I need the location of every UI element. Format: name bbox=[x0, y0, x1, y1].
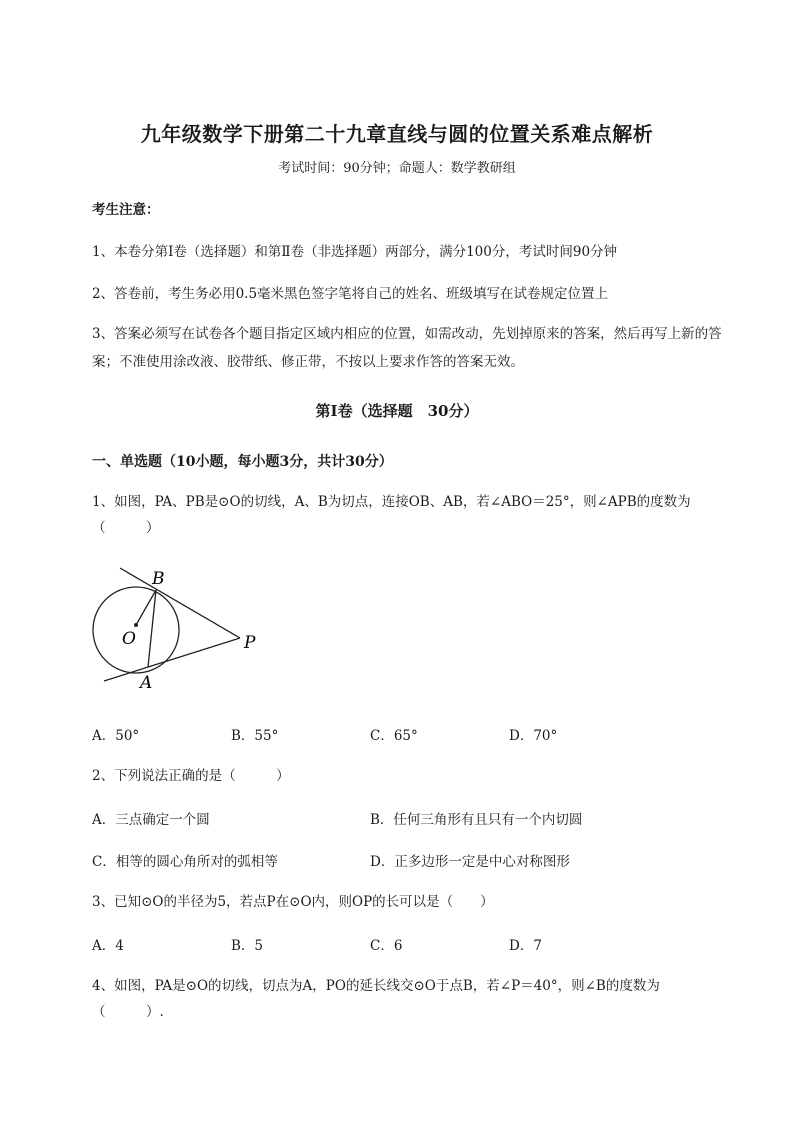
question-stem: 2、下列说法正确的是（ ） bbox=[92, 768, 290, 784]
option-a[interactable]: A．50° bbox=[92, 728, 140, 744]
page-subtitle: 考试时间：90分钟；命题人：数学教研组 bbox=[278, 161, 516, 176]
question-stem-cont: （ ） bbox=[92, 520, 160, 536]
notice-item: 1、本卷分第I卷（选择题）和第Ⅱ卷（非选择题）两部分，满分100分，考试时间90分钟 bbox=[92, 244, 618, 260]
notice-item: 2、答卷前，考生务必用0.5毫米黑色签字笔将自己的姓名、班级填写在试卷规定位置上 bbox=[92, 286, 609, 302]
option-c[interactable]: C．相等的圆心角所对的弧相等 bbox=[92, 854, 278, 870]
question-stem-cont: （ ）. bbox=[92, 1004, 164, 1020]
option-d[interactable]: D．7 bbox=[509, 938, 542, 954]
option-a[interactable]: A．4 bbox=[92, 938, 124, 954]
question-stem: 3、已知⊙O的半径为5，若点P在⊙O内，则OP的长可以是（ ） bbox=[92, 894, 494, 910]
page-title: 九年级数学下册第二十九章直线与圆的位置关系难点解析 bbox=[140, 122, 654, 146]
label-a: A bbox=[140, 673, 153, 693]
section-title: 第I卷（选择题 30分） bbox=[315, 402, 479, 420]
option-b[interactable]: B．55° bbox=[231, 728, 279, 744]
part-heading: 一、单选题（10小题，每小题3分，共计30分） bbox=[92, 454, 393, 470]
option-a[interactable]: A．三点确定一个圆 bbox=[92, 812, 210, 828]
label-b: B bbox=[152, 569, 165, 589]
notice-item: 3、答案必须写在试卷各个题目指定区域内相应的位置，如需改动，先划掉原来的答案，然后再写上新的答案；不准使用涂改液、胶带纸、修正带，不按以上要求作答的答案无效。 bbox=[92, 326, 722, 370]
option-b[interactable]: B．5 bbox=[231, 938, 264, 954]
label-o: O bbox=[122, 629, 136, 649]
option-c[interactable]: C．6 bbox=[370, 938, 403, 954]
question-stem: 4、如图，PA是⊙O的切线，切点为A，PO的延长线交⊙O于点B，若∠P＝40°，则∠B的度数为 bbox=[92, 978, 660, 994]
notice-heading: 考生注意： bbox=[92, 202, 160, 218]
option-c[interactable]: C．65° bbox=[370, 728, 418, 744]
option-d[interactable]: D．70° bbox=[509, 728, 558, 744]
label-p: P bbox=[244, 633, 256, 653]
tangent-circle-figure bbox=[84, 560, 274, 700]
option-d[interactable]: D．正多边形一定是中心对称图形 bbox=[370, 854, 570, 870]
question-stem: 1、如图，PA、PB是⊙O的切线，A、B为切点，连接OB、AB，若∠ABO＝25°，则∠APB的度数为 bbox=[92, 494, 691, 510]
option-b[interactable]: B．任何三角形有且只有一个内切圆 bbox=[370, 812, 583, 828]
